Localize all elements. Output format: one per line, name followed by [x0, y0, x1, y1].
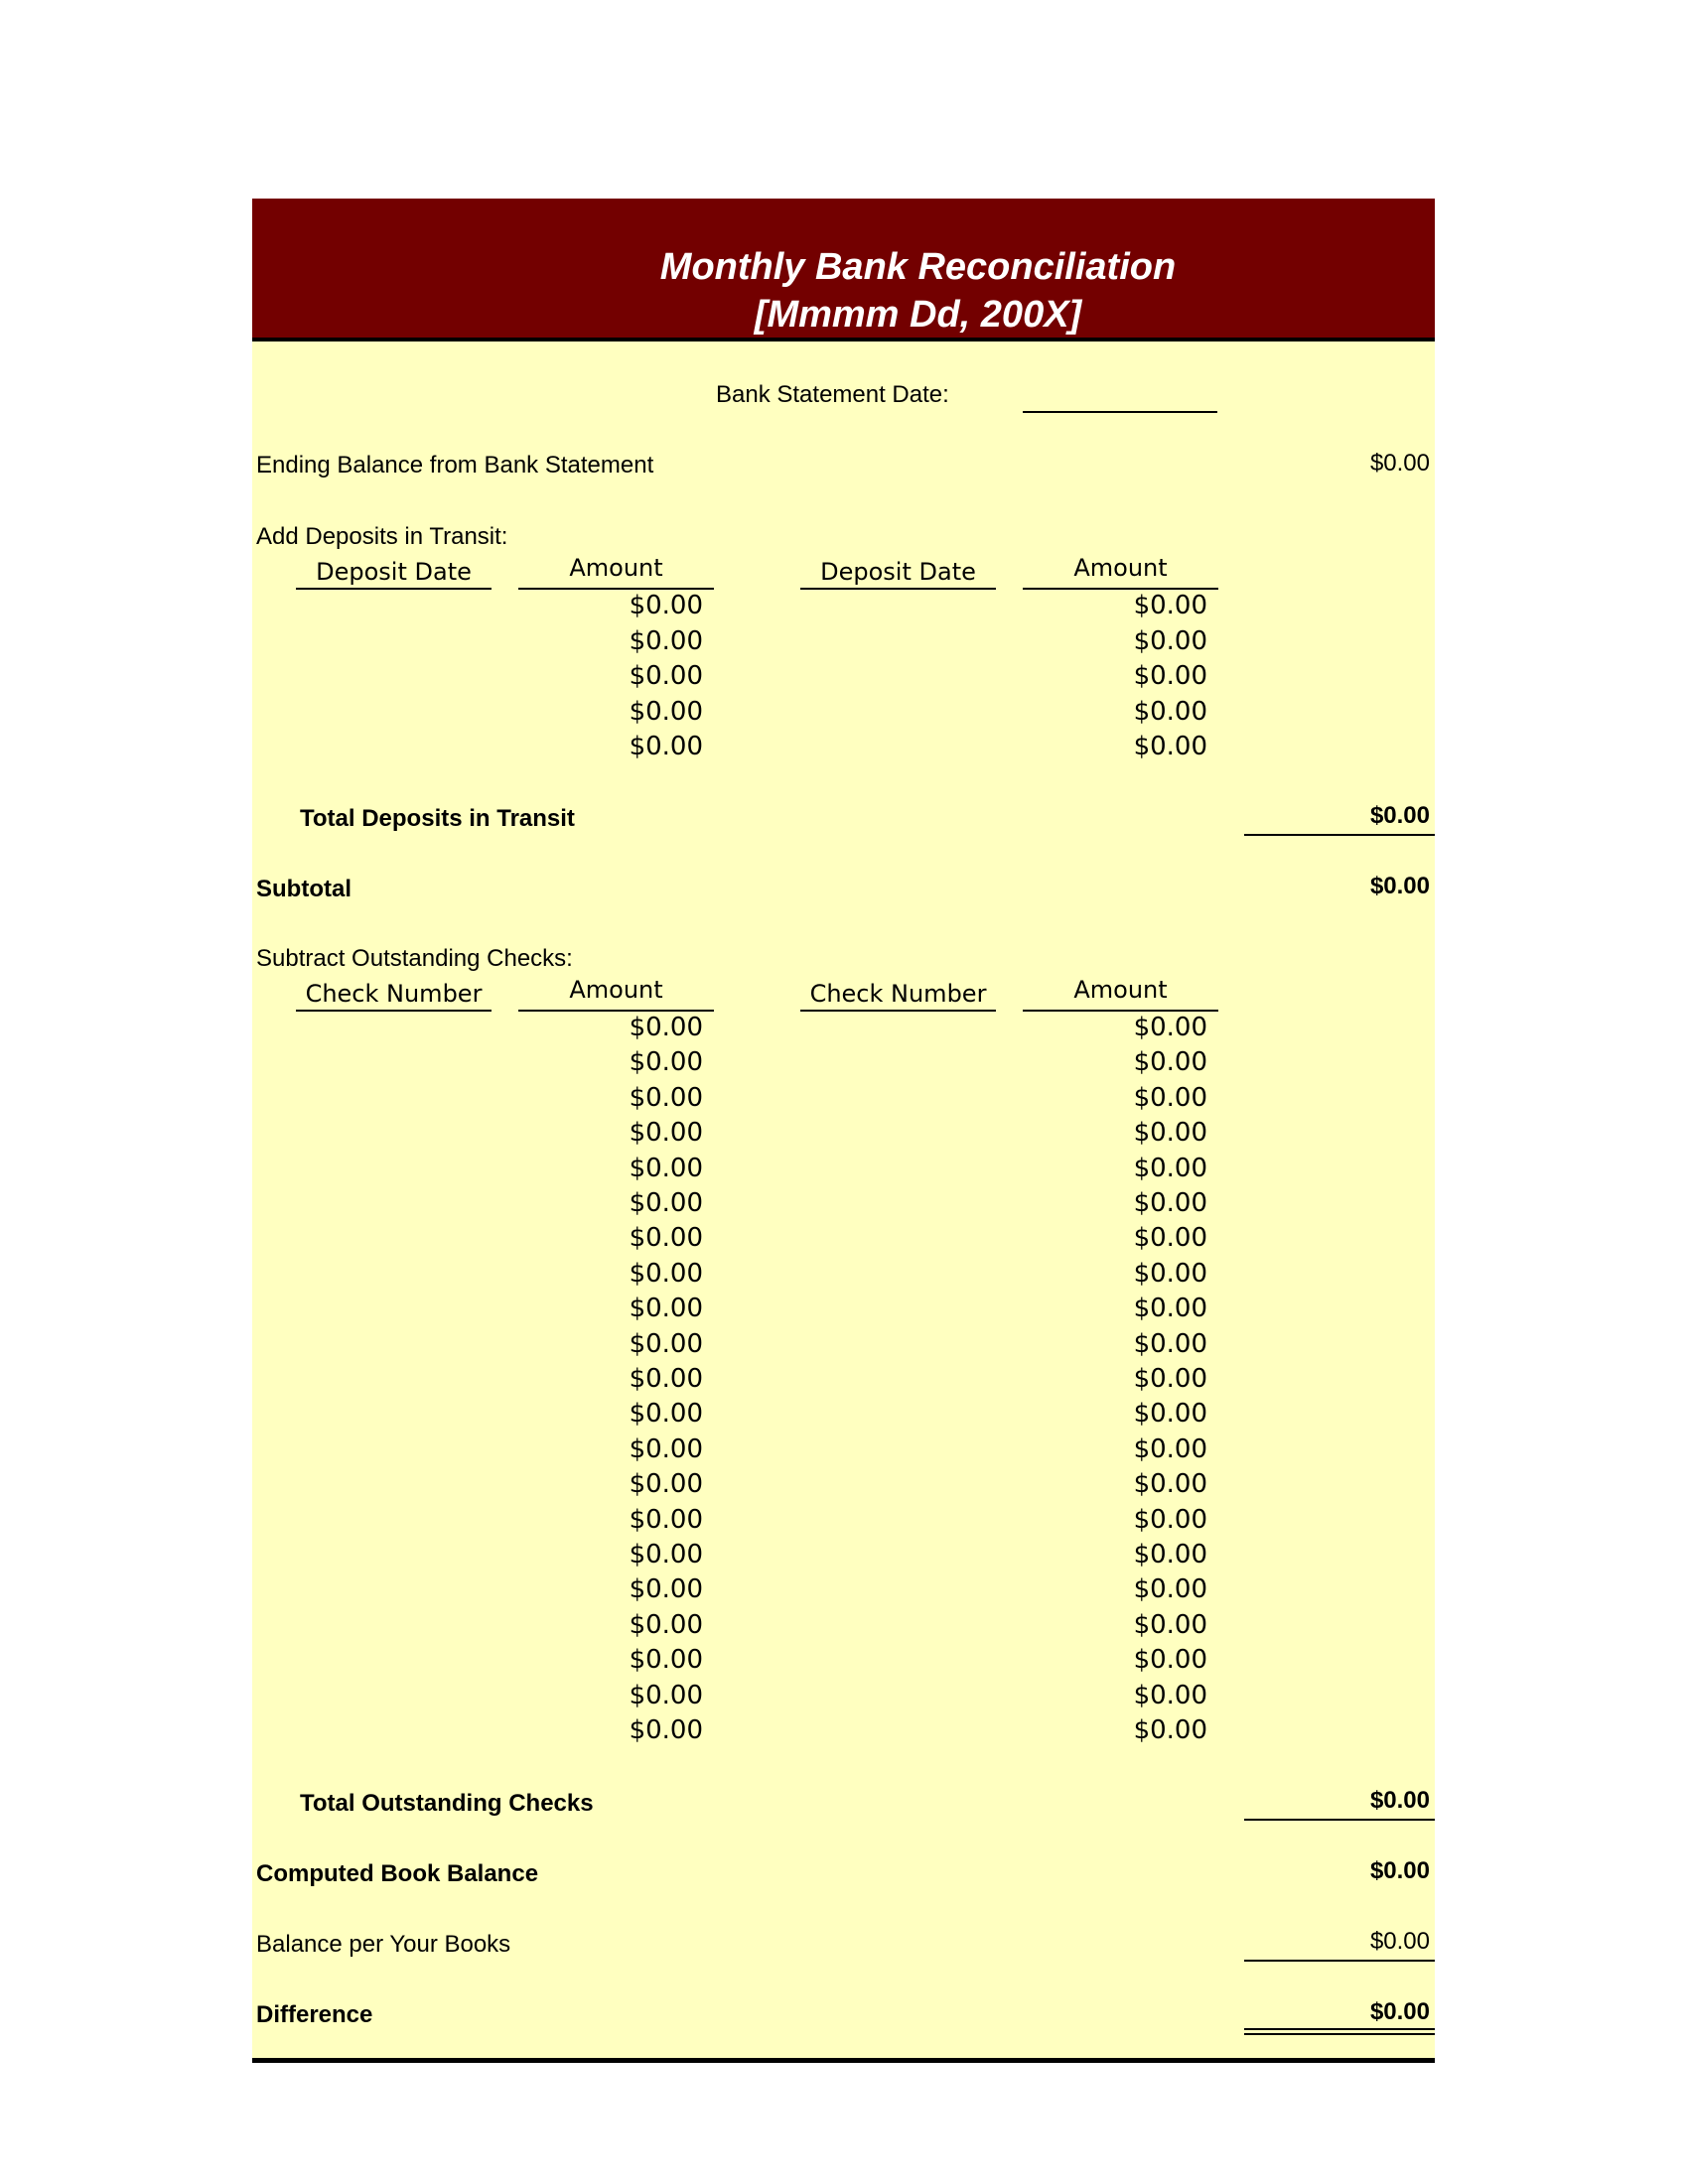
check-amount-cell[interactable]: $0.00 — [629, 1574, 703, 1605]
check-amount-cell[interactable]: $0.00 — [1133, 1013, 1207, 1042]
deposit-amount-cell[interactable]: $0.00 — [629, 625, 703, 656]
check-amount-cell[interactable]: $0.00 — [1133, 1504, 1207, 1535]
computed-balance-value: $0.00 — [1369, 1857, 1430, 1884]
deposit-amount-header-right: Amount — [1073, 554, 1168, 582]
statement-date-label: Bank Statement Date: — [716, 381, 949, 408]
difference-label: Difference — [256, 2001, 373, 2028]
check-amount-cell[interactable]: $0.00 — [629, 1680, 703, 1710]
check-amount-cell[interactable]: $0.00 — [629, 1188, 703, 1218]
deposit-amount-cell[interactable]: $0.00 — [629, 661, 703, 691]
deposit-amount-header-left: Amount — [569, 554, 663, 582]
check-amount-cell[interactable]: $0.00 — [1133, 1574, 1207, 1605]
deposit-date-header-right: Deposit Date — [820, 558, 976, 586]
computed-balance-label: Computed Book Balance — [256, 1860, 539, 1887]
page-title: Monthly Bank Reconciliation — [659, 246, 1177, 288]
check-amount-cell[interactable]: $0.00 — [629, 1433, 703, 1464]
check-amount-cell[interactable]: $0.00 — [1133, 1469, 1207, 1500]
check-amount-cell[interactable]: $0.00 — [1133, 1258, 1207, 1289]
difference-double-rule-top — [1244, 2028, 1435, 2030]
books-balance-label: Balance per Your Books — [256, 1931, 511, 1958]
books-balance-value[interactable]: $0.00 — [1369, 1928, 1430, 1955]
subtotal-value: $0.00 — [1369, 873, 1430, 899]
check-amount-cell[interactable]: $0.00 — [629, 1540, 703, 1570]
check-amount-cell[interactable]: $0.00 — [1133, 1223, 1207, 1254]
statement-date-field[interactable] — [1023, 411, 1217, 413]
check-number-header-right: Check Number — [809, 980, 987, 1008]
total-deposits-rule — [1244, 834, 1435, 836]
check-amount-cell[interactable]: $0.00 — [629, 1504, 703, 1535]
check-amount-cell[interactable]: $0.00 — [1133, 1364, 1207, 1394]
check-amount-cell[interactable]: $0.00 — [629, 1715, 703, 1745]
check-amount-rule-left — [518, 1010, 714, 1012]
check-number-rule-right — [800, 1010, 996, 1012]
check-amount-header-right: Amount — [1073, 976, 1168, 1004]
check-amount-cell[interactable]: $0.00 — [1133, 1715, 1207, 1745]
check-amount-cell[interactable]: $0.00 — [1133, 1645, 1207, 1676]
checks-heading: Subtract Outstanding Checks: — [256, 945, 573, 972]
check-amount-cell[interactable]: $0.00 — [629, 1118, 703, 1149]
check-amount-cell[interactable]: $0.00 — [1133, 1153, 1207, 1183]
subtotal-label: Subtotal — [256, 876, 352, 902]
bottom-border — [252, 2058, 1435, 2063]
check-amount-cell[interactable]: $0.00 — [629, 1364, 703, 1394]
ending-balance-label: Ending Balance from Bank Statement — [256, 452, 654, 478]
deposit-amount-cell[interactable]: $0.00 — [1133, 696, 1207, 727]
deposit-amount-cell[interactable]: $0.00 — [629, 591, 703, 620]
ending-balance-value: $0.00 — [1369, 450, 1430, 477]
deposit-amount-rule-right — [1023, 588, 1218, 590]
check-amount-cell[interactable]: $0.00 — [1133, 1328, 1207, 1359]
check-amount-cell[interactable]: $0.00 — [1133, 1433, 1207, 1464]
deposit-date-rule-left — [296, 588, 492, 590]
check-amount-cell[interactable]: $0.00 — [1133, 1118, 1207, 1149]
total-checks-label: Total Outstanding Checks — [300, 1790, 594, 1817]
deposit-amount-rule-left — [518, 588, 714, 590]
check-amount-cell[interactable]: $0.00 — [629, 1399, 703, 1430]
check-amount-cell[interactable]: $0.00 — [629, 1645, 703, 1676]
check-number-rule-left — [296, 1010, 492, 1012]
check-amount-cell[interactable]: $0.00 — [1133, 1047, 1207, 1078]
check-amount-cell[interactable]: $0.00 — [1133, 1399, 1207, 1430]
check-amount-rule-right — [1023, 1010, 1218, 1012]
check-amount-cell[interactable]: $0.00 — [629, 1082, 703, 1113]
check-amount-cell[interactable]: $0.00 — [629, 1294, 703, 1324]
difference-value: $0.00 — [1369, 1998, 1430, 2025]
total-checks-rule — [1244, 1819, 1435, 1821]
deposit-date-rule-right — [800, 588, 996, 590]
total-checks-value: $0.00 — [1369, 1787, 1430, 1814]
total-deposits-value: $0.00 — [1369, 802, 1430, 829]
check-amount-cell[interactable]: $0.00 — [629, 1328, 703, 1359]
check-amount-cell[interactable]: $0.00 — [1133, 1609, 1207, 1640]
deposit-amount-cell[interactable]: $0.00 — [1133, 661, 1207, 691]
deposits-heading: Add Deposits in Transit: — [256, 523, 508, 550]
check-amount-cell[interactable]: $0.00 — [629, 1153, 703, 1183]
deposit-date-header-left: Deposit Date — [316, 558, 472, 586]
deposit-amount-cell[interactable]: $0.00 — [1133, 625, 1207, 656]
deposit-amount-cell[interactable]: $0.00 — [629, 696, 703, 727]
check-amount-cell[interactable]: $0.00 — [629, 1258, 703, 1289]
check-amount-cell[interactable]: $0.00 — [629, 1609, 703, 1640]
deposit-amount-cell[interactable]: $0.00 — [1133, 732, 1207, 761]
check-amount-cell[interactable]: $0.00 — [1133, 1680, 1207, 1710]
check-number-header-left: Check Number — [305, 980, 483, 1008]
difference-double-rule-bottom — [1244, 2033, 1435, 2035]
page-subtitle: [Mmmm Dd, 200X] — [754, 294, 1082, 336]
check-amount-cell[interactable]: $0.00 — [629, 1013, 703, 1042]
check-amount-cell[interactable]: $0.00 — [1133, 1188, 1207, 1218]
check-amount-cell[interactable]: $0.00 — [629, 1047, 703, 1078]
check-amount-cell[interactable]: $0.00 — [629, 1223, 703, 1254]
deposit-amount-cell[interactable]: $0.00 — [1133, 591, 1207, 620]
total-deposits-label: Total Deposits in Transit — [300, 805, 575, 832]
check-amount-cell[interactable]: $0.00 — [1133, 1540, 1207, 1570]
check-amount-cell[interactable]: $0.00 — [1133, 1294, 1207, 1324]
deposit-amount-cell[interactable]: $0.00 — [629, 732, 703, 761]
check-amount-cell[interactable]: $0.00 — [1133, 1082, 1207, 1113]
check-amount-cell[interactable]: $0.00 — [629, 1469, 703, 1500]
check-amount-header-left: Amount — [569, 976, 663, 1004]
books-balance-rule — [1244, 1960, 1435, 1962]
